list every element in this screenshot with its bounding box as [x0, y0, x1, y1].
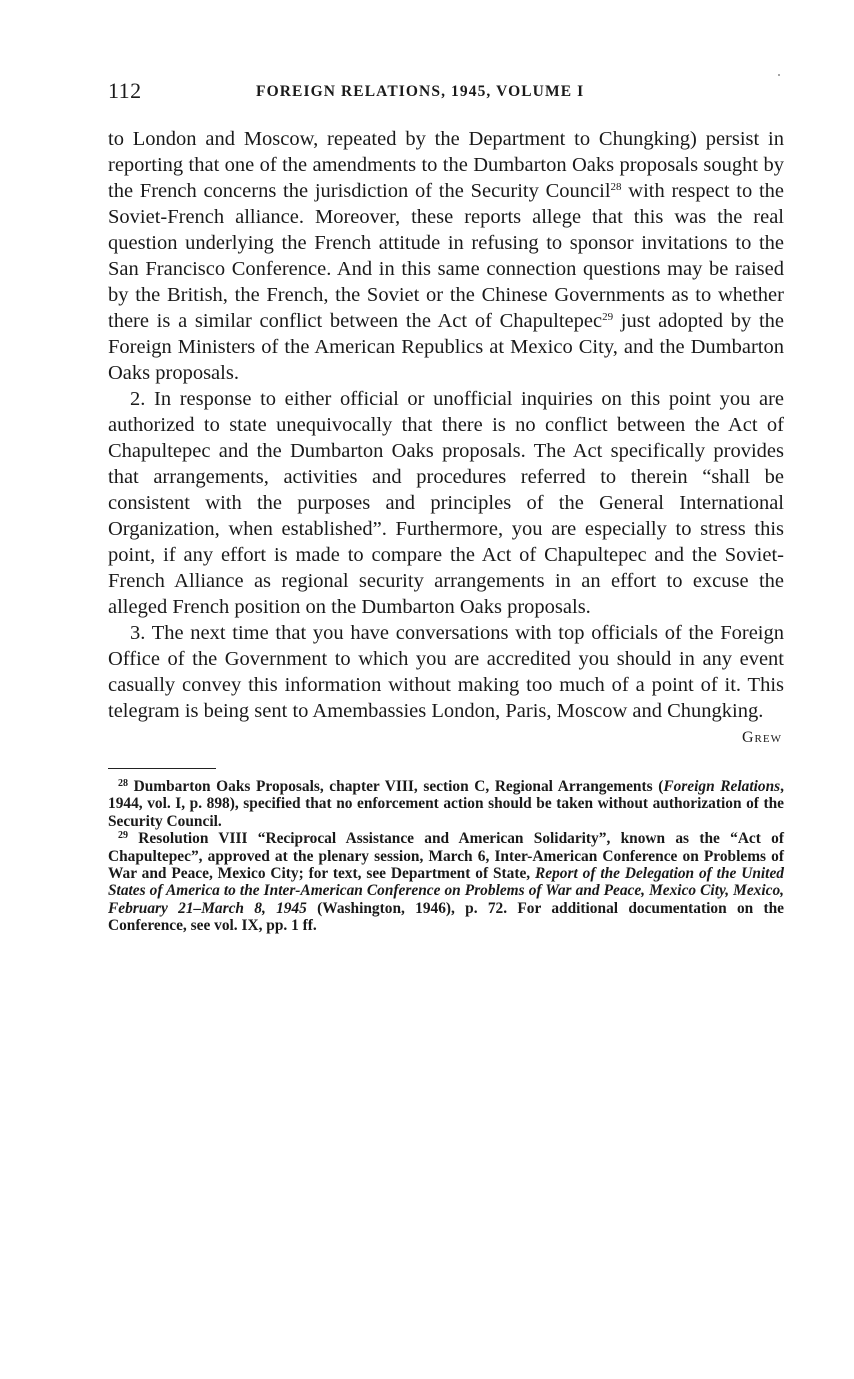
paragraph-1-text-c: just adopted by the Foreign Ministers of the American Republics at Mexico City, and the Dumbarton Oaks proposals.: [108, 310, 784, 384]
body-text: [108, 126, 784, 724]
paragraph-3: 3. The next time that you have conversations with top officials of the Foreign Office of the Government to which you are accredited you should in any event casually convey this information without making too much of a point of it. This telegram is being sent to Amembassies London, Paris, Moscow and Chungking.: [108, 622, 784, 722]
paragraph-1-text-b: with respect to the Soviet-French alliance. Moreover, these reports allege that this was the real question underlying the French attitude in refusing to sponsor invitations to the San Francisco Conference. And in this same connection questions may be raised by the British, the French, the Soviet or the Chinese Governments as to whether there is a similar conflict between the Act of Chapultepec: [108, 180, 784, 332]
footnotes: [108, 778, 784, 935]
footnote-ref-29[interactable]: 29: [602, 311, 614, 323]
footnote-29: [108, 830, 784, 934]
footnote-29-text-b: (Washington, 1946), p. 72. For additional documentation on the Conference, see vol. IX, pp. 1 ff.: [108, 899, 784, 935]
footnote-ref-28[interactable]: 28: [610, 181, 622, 193]
footnote-28-mark: 28: [118, 778, 128, 789]
page-number: 112: [108, 78, 142, 103]
paragraph-2: 2. In response to either official or unofficial inquiries on this point you are authorized to state unequivocally that there is no conflict between the Act of Chapultepec and the Dumbarton Oaks proposals. The Act specifically provides that arrangements, activities and procedures referred to therein “shall be consistent with the purposes and principles of the General International Organization, when established”. Furthermore, you are especially to stress this point, if any effort is made to compare the Act of Chapultepec and the Soviet-French Alliance as regional security arrangements in an effort to excuse the alleged French position on the Dumbarton Oaks proposals.: [108, 388, 784, 618]
footnote-29-text-a: Resolution VIII “Reciprocal Assistance and American Solidarity”, known as the “Act of Chapultepec”, approved at the plenary session, March 6, Inter-American Conference on Problems of War and Peace, Mexico City; for text, see Department of State,: [108, 830, 784, 883]
running-title: FOREIGN RELATIONS, 1945, VOLUME I: [256, 83, 585, 100]
footnote-divider: [108, 768, 216, 769]
footnote-28-text-a: Dumbarton Oaks Proposals, chapter VIII, section C, Regional Arrangements (: [133, 778, 664, 795]
footnote-29-italic: Report of the Delegation of the United States of America to the Inter-American Conference on Problems of War and Peace, Mexico City, Mexico, February 21–March 8, 1945: [108, 865, 784, 917]
paragraph-1: [108, 126, 784, 386]
footnote-28: [108, 778, 784, 830]
running-head: [108, 78, 784, 112]
footnote-29-mark: 29: [118, 830, 128, 842]
document-page: [108, 78, 784, 935]
footnote-28-text-b: , 1944, vol. I, p. 898), specified that no enforcement action should be taken without authorization of the Security Council.: [108, 778, 784, 830]
scan-speck: [778, 74, 780, 76]
paragraph-1-text-a: to London and Moscow, repeated by the Department to Chungking) persist in reporting that one of the amendments to the Dumbarton Oaks proposals sought by the French concerns the jurisdiction of the Security Council: [108, 128, 784, 202]
footnote-28-italic: Foreign Relations: [663, 778, 781, 795]
signature: Grew: [742, 729, 782, 746]
